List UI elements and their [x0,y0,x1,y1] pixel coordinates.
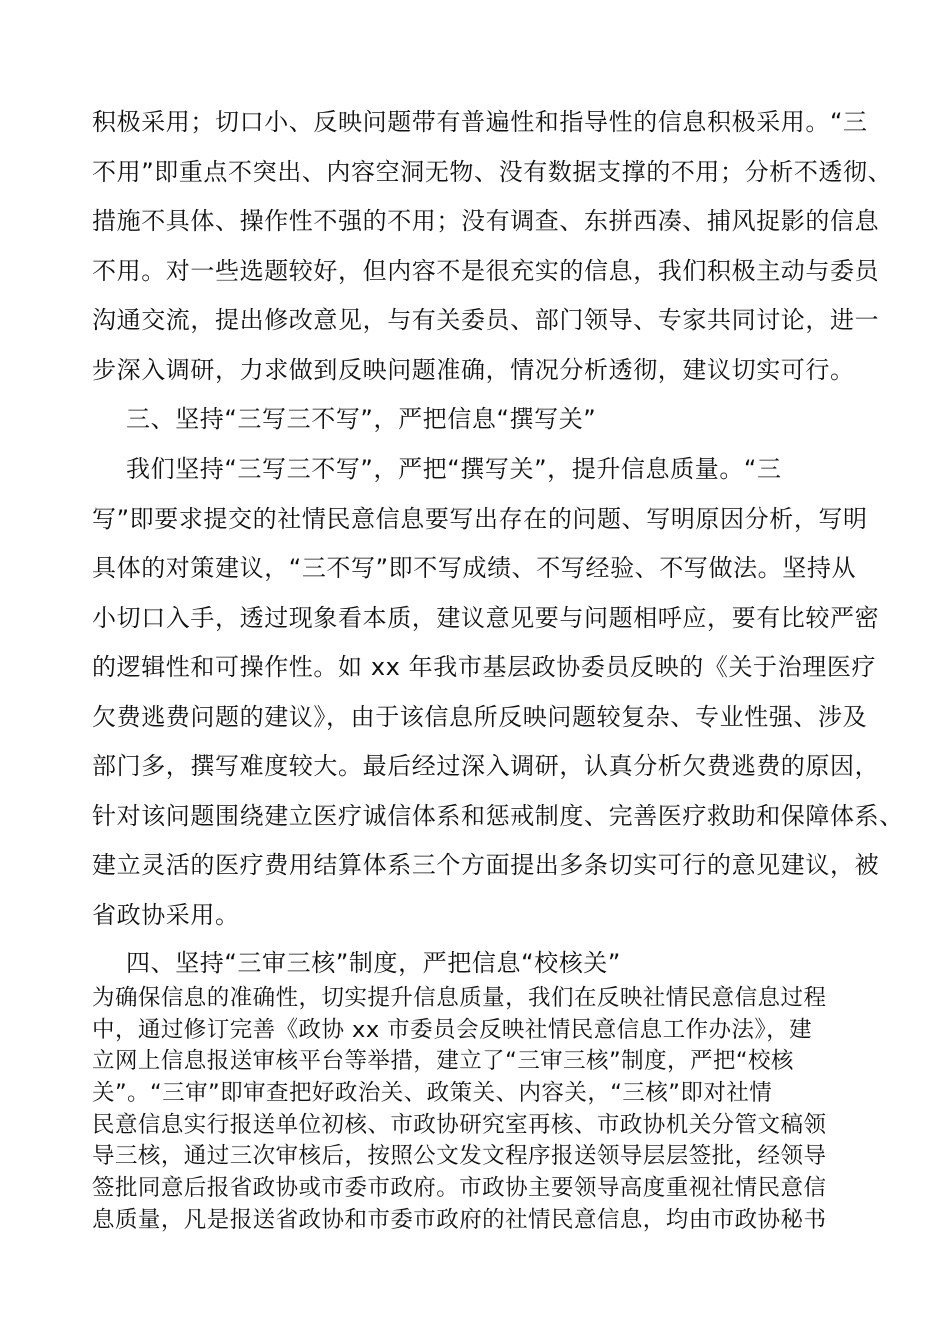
text-line: 民意信息实行报送单位初核、市政协研究室再核、市政协机关分管文稿领 [92,1112,827,1138]
text-line: 积极采用；切口小、反映问题带有普遍性和指导性的信息积极采用。“三 [92,108,868,136]
text-line: 立网上信息报送审核平台等举措，建立了“三审三核”制度，严把“校核 [92,1048,794,1074]
text-line: 为确保信息的准确性，切实提升信息质量，我们在反映社情民意信息过程 [92,985,827,1011]
text-line: 不用”即重点不突出、内容空洞无物、没有数据支撑的不用；分析不透彻、 [92,158,893,186]
text-line: 签批同意后报省政协或市委市政府。市政协主要领导高度重视社情民意信 [92,1175,827,1201]
section-heading-4: 四、坚持“三审三核”制度，严把信息“校核关” [126,949,621,977]
text-line: 部门多，撰写难度较大。最后经过深入调研，认真分析欠费逃费的原因， [92,752,880,780]
text-line: 导三核，通过三次审核后，按照公文发文程序报送领导层层签批，经领导 [92,1143,827,1169]
text-line: 措施不具体、操作性不强的不用；没有调查、东拼西凑、捕风捉影的信息 [92,207,880,235]
text-line: 步深入调研，力求做到反映问题准确，情况分析透彻，建议切实可行。 [92,356,855,384]
section-heading-3: 三、坚持“三写三不写”，严把信息“撰写关” [126,405,597,433]
text-line: 具体的对策建议，“三不写”即不写成绩、不写经验、不写做法。坚持从 [92,554,857,582]
text-line: 不用。对一些选题较好，但内容不是很充实的信息，我们积极主动与委员 [92,257,880,285]
text-line: 建立灵活的医疗费用结算体系三个方面提出多条切实可行的意见建议，被 [92,851,880,879]
text-line: 沟通交流，提出修改意见，与有关委员、部门领导、专家共同讨论，进一 [92,306,880,334]
text-line: 我们坚持“三写三不写”，严把“撰写关”，提升信息质量。“三 [126,455,782,483]
text-line: 小切口入手，透过现象看本质，建议意见要与问题相呼应，要有比较严密 [92,604,880,632]
text-line: 针对该问题围绕建立医疗诚信体系和惩戒制度、完善医疗救助和保障体系、 [92,802,904,830]
text-line: 关”。“三审”即审查把好政治关、政策关、内容关，“三核”即对社情 [92,1080,773,1106]
text-line: 省政协采用。 [92,901,240,929]
text-line: 欠费逃费问题的建议》，由于该信息所反映问题较复杂、专业性强、涉及 [92,703,868,731]
text-line: 写”即要求提交的社情民意信息要写出存在的问题、写明原因分析，写明 [92,505,868,533]
text-line: 的逻辑性和可操作性。如 xx 年我市基层政协委员反映的《关于治理医疗 [92,653,877,681]
text-line: 中，通过修订完善《政协 xx 市委员会反映社情民意信息工作办法》，建 [92,1017,812,1043]
text-line: 息质量，凡是报送省政协和市委市政府的社情民意信息，均由市政协秘书 [92,1207,827,1233]
